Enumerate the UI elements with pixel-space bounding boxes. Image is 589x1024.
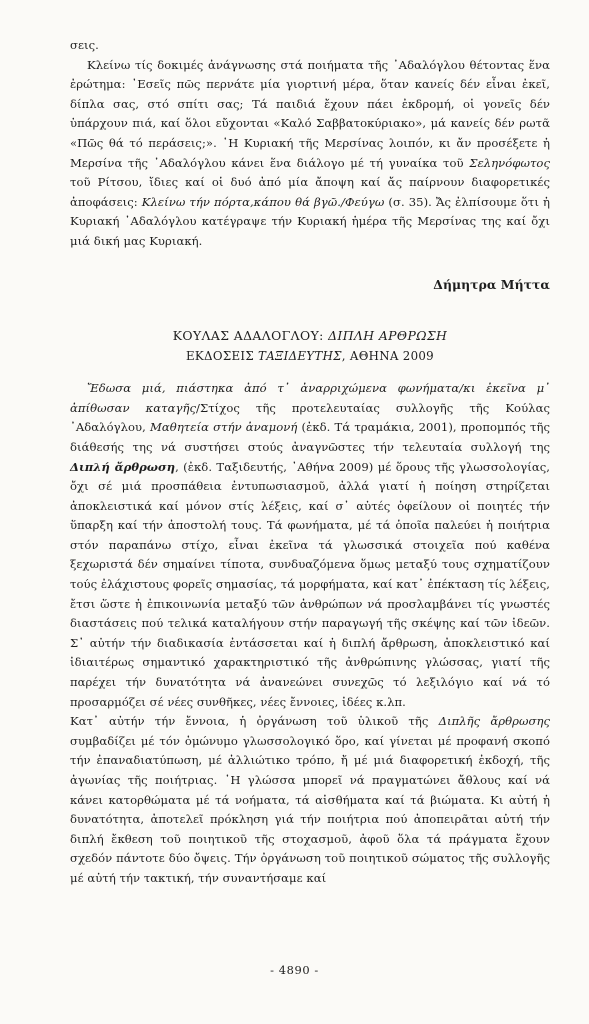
italic-quote: Ἔδωσα μιά, πιάστηκα ἀπό τ᾿ ἀναρριχώμενα φωνήματα/κι ἐκεῖνα μ᾿ ἀπίθωσαν καταγῆς xyxy=(70,381,550,415)
text-run: Κλείνω τίς δοκιμές ἀνάγνωσης στά ποιήματα τῆς ᾿Αδαλόγλου θέτοντας ἕνα ἐρώτημα: ᾿Εσεῖς πῶς περνάτε μία γιορτινή μέρα, ὅταν κανείς δέν εἶναι ἐκεῖ, δίπλα σας, στό σπίτι σας; Τά παιδιά ἔχουν πάει ἐκδρομή, οἱ γονεῖς δέν ὑπάρχουν πιά, καί ὅλοι εὔχονται «Καλό Σαββατοκύριακο», μά κανείς δέν ρωτᾶ «Πῶς θά τό περάσεις;». ῾Η Κυριακή τῆς Μερσίνας λοιπόν, κι ἄν προσέξετε ἡ Μερσίνα τῆς ᾿Αδαλόγλου κάνει ἕνα διάλογο μέ τή γυναίκα τοῦ xyxy=(70,57,550,170)
review-author: Δήμητρα Μήττα xyxy=(433,276,550,292)
text-run: /Στίχος τῆς προτελευταίας συλλογῆς τῆς Κούλας ᾿Αδαλόγλου, xyxy=(70,400,550,435)
text-run: Κατ᾿ αὐτήν τήν ἔννοια, ἡ ὀργάνωση τοῦ ὑλικοῦ τῆς xyxy=(70,714,439,729)
review2-paragraph-1 xyxy=(70,379,550,712)
italic-title: Μαθητεία στήν ἀναμονή xyxy=(149,420,298,435)
italic-title: Διπλῆς ἄρθρωσης xyxy=(438,714,550,729)
italic-title: Σεληνόφωτος xyxy=(469,155,550,170)
review2-paragraph-2 xyxy=(70,712,550,888)
italic-quote: Κλείνω τήν πόρτα,κάπου θά βγῶ./Φεύγω xyxy=(141,194,385,209)
review1-paragraph xyxy=(70,56,550,252)
heading-title: ΔΙΠΛΗ ΑΡΘΡΩΣΗ xyxy=(328,328,448,344)
text-run: , (ἐκδ. Ταξιδευτής, ᾿Αθήνα 2009) μέ ὅρους τῆς γλωσσολογίας, ὄχι σέ μιά προσπάθεια ἐντυπωσιασμοῦ, ἀλλά γιατί ἡ ποίηση στηρίζεται ἀποκλειστικά καί μόνον στίς λέξεις, καί σ᾿ αὐτές ὀφείλουν οἱ ποιητές τήν ὕπαρξη καί τήν ἀποστολή τους. Τά φωνήματα, μέ τά ὁποῖα παλεύει ἡ ποιήτρια στόν παραπάνω στίχο, εἶναι ἐκεῖνα τά γλωσσικά στοιχεῖα πού καθένα ξεχωριστά δέν σημαίνει τίποτα, συνδυαζόμενα ὅμως μεταξύ τους σχηματίζουν τούς ἐλάχιστους φορεῖς σημασίας, τά μορφήματα, καί κατ᾿ ἐπέκταση τίς λέξεις, ἔτσι ὥστε ἡ ἐπικοινωνία μεταξύ τῶν ἀνθρώπων νά προσλαμβάνει τίς γνωστές διαστάσεις πού τελικά καταλήγουν στήν παραγωγή τῆς σκέψης καί τῶν ἰδεῶν. Σ᾿ αὐτήν τήν διαδικασία ἐντάσσεται καί ἡ διπλή ἄρθρωση, ἀποκλειστικό καί ἰδιαιτέρως σημαντικό χαρακτηριστικό τῆς ἀνθρώπινης γλώσσας, γιατί τῆς παρέχει τήν δυνατότητα νά ἀνανεώνει συνεχῶς τό λεξιλόγιο καί νά τό προσαρμόζει σέ νέες συνθῆκες, νέες ἔννοιες, ἰδέες κ.λπ. xyxy=(70,459,551,709)
review-publisher xyxy=(70,346,550,366)
text-run: , ΑΘΗΝΑ 2009 xyxy=(341,349,434,364)
text-run: (σ. 35). Ἄς ἐλπίσουμε ὅτι ἡ Κυριακή ᾿Αδαλόγλου κατέγραψε τήν Κυριακή ἡμέρα τῆς Μερσίνας της καί ὄχι μιά δική μας Κυριακή. xyxy=(70,194,550,248)
text-run: (ἐκδ. Τά τραμάκια, 2001), προπομπός τῆς διάθεσής της νά συστήσει στούς ἀναγνῶστες τήν τελευταία συλλογή της xyxy=(70,420,550,454)
text-run: ΕΚΔΟΣΕΙΣ xyxy=(186,349,259,364)
publisher-name: ΤΑΞΙΔΕΥΤΗΣ xyxy=(258,349,342,364)
page-number: - 4890 - xyxy=(270,963,319,977)
review-heading xyxy=(70,325,550,346)
heading-author: ΚΟΥΛΑΣ ΑΔΑΛΟΓΛΟΥ: xyxy=(172,328,329,344)
text-run: τοῦ Ρίτσου, ἴδιες καί οἱ δυό ἀπό μία ἄποψη καί ἄς παίρνουν διαφορετικές ἀποφάσεις: xyxy=(70,175,550,209)
page-body xyxy=(70,36,550,889)
review1-tail: σεις. xyxy=(70,38,99,52)
bold-italic-title: Διπλή ἄρθρωση xyxy=(70,459,176,474)
text-run: συμβαδίζει μέ τόν ὁμώνυμο γλωσσολογικό ὅρο, καί γίνεται μέ προφανή σκοπό τήν ἐπαναδιατύπωση, μέ ἀλλιώτικο τρόπο, ἤ μέ μιά διαφορετική ἐκδοχή, τῆς ἀγωνίας τῆς ποιήτριας. ῾Η γλώσσα μπορεῖ νά πραγματώνει ἄθλους καί νά κάνει κατορθώματα μέ τά νοήματα, τά αἰσθήματα καί τά βιώματα. Κι αὐτή ἡ δυνατότητα, ἀποτελεῖ πρόκληση γιά τήν ποιήτρια πού ἀποπειρᾶται αὐτή τήν διπλή ἔκθεση τοῦ ποιητικοῦ τῆς στοχασμοῦ, ἀφοῦ ὅλα τά πράγματα ἔχουν σχεδόν πάντοτε δύο ὄψεις. Τήν ὀργάνωση τοῦ ποιητικοῦ σώματος τῆς συλλογῆς μέ αὐτή τήν τακτική, τήν συναντήσαμε καί xyxy=(70,733,550,885)
